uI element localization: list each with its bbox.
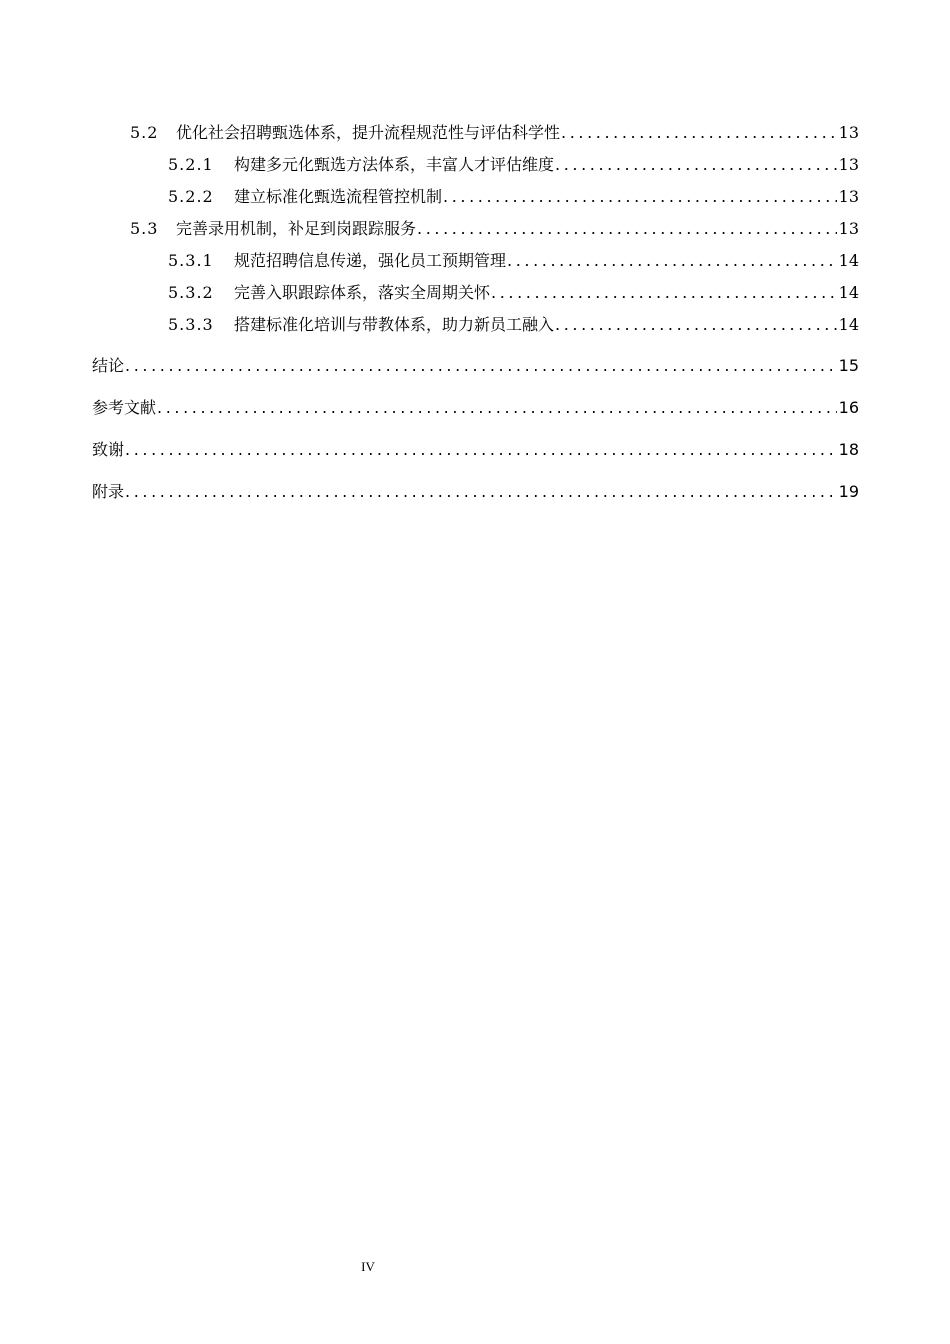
toc-entry-conclusion[interactable] bbox=[92, 353, 859, 376]
toc-entry-5-3-3[interactable] bbox=[168, 312, 859, 335]
toc-entry-number: 5.3 bbox=[130, 219, 159, 238]
toc-entry-5-3[interactable] bbox=[130, 216, 859, 239]
toc-entry-title: 完善录用机制，补足到岗跟踪服务 bbox=[176, 219, 417, 238]
toc-entry-number: 5.3.3 bbox=[168, 315, 214, 334]
toc-entry-page: 13 bbox=[838, 219, 859, 238]
toc-entry-5-3-1[interactable] bbox=[168, 248, 859, 271]
toc-entry-page: 18 bbox=[838, 440, 859, 459]
toc-entry-title: 优化社会招聘甄选体系，提升流程规范性与评估科学性 bbox=[176, 123, 561, 142]
dot-leader bbox=[443, 187, 837, 206]
toc-entry-number: 5.2 bbox=[130, 123, 159, 142]
toc-entry-appendix[interactable] bbox=[92, 479, 859, 502]
toc-entry-number: 5.3.2 bbox=[168, 283, 214, 302]
toc-entry-page: 14 bbox=[838, 315, 859, 334]
toc-entry-title: 规范招聘信息传递，强化员工预期管理 bbox=[234, 251, 507, 270]
dot-leader bbox=[125, 356, 837, 375]
dot-leader bbox=[561, 123, 837, 142]
toc-entry-title: 结论 bbox=[92, 356, 125, 375]
toc-entry-page: 13 bbox=[838, 187, 859, 206]
dot-leader bbox=[125, 440, 837, 459]
toc-entry-page: 13 bbox=[838, 123, 859, 142]
toc-entry-title: 致谢 bbox=[92, 440, 125, 459]
toc-entry-number: 5.3.1 bbox=[168, 251, 214, 270]
dot-leader bbox=[555, 315, 837, 334]
dot-leader bbox=[417, 219, 837, 238]
dot-leader bbox=[491, 283, 837, 302]
toc-entry-acknowledgements[interactable] bbox=[92, 437, 859, 460]
toc-entry-page: 16 bbox=[838, 398, 859, 417]
toc-entry-title: 搭建标准化培训与带教体系，助力新员工融入 bbox=[234, 315, 555, 334]
toc-entry-page: 14 bbox=[838, 251, 859, 270]
toc-entry-number: 5.2.1 bbox=[168, 155, 214, 174]
toc-entry-page: 19 bbox=[838, 482, 859, 501]
toc-entry-5-2-2[interactable] bbox=[168, 184, 859, 207]
toc-entry-5-2[interactable] bbox=[130, 120, 859, 143]
toc-entry-references[interactable] bbox=[92, 395, 859, 418]
toc-entry-title: 建立标准化甄选流程管控机制 bbox=[234, 187, 443, 206]
dot-leader bbox=[157, 398, 837, 417]
dot-leader bbox=[125, 482, 837, 501]
toc-entry-title: 参考文献 bbox=[92, 398, 157, 417]
toc-entry-title: 构建多元化甄选方法体系，丰富人才评估维度 bbox=[234, 155, 555, 174]
toc-entry-title: 附录 bbox=[92, 482, 125, 501]
toc-entry-title: 完善入职跟踪体系，落实全周期关怀 bbox=[234, 283, 491, 302]
toc-entry-5-3-2[interactable] bbox=[168, 280, 859, 303]
toc-entry-page: 14 bbox=[838, 283, 859, 302]
dot-leader bbox=[555, 155, 837, 174]
page-number-footer: IV bbox=[361, 1259, 375, 1274]
dot-leader bbox=[507, 251, 837, 270]
toc-entry-5-2-1[interactable] bbox=[168, 152, 859, 175]
toc-entry-number: 5.2.2 bbox=[168, 187, 214, 206]
toc-entry-page: 15 bbox=[838, 356, 859, 375]
toc-entry-page: 13 bbox=[838, 155, 859, 174]
